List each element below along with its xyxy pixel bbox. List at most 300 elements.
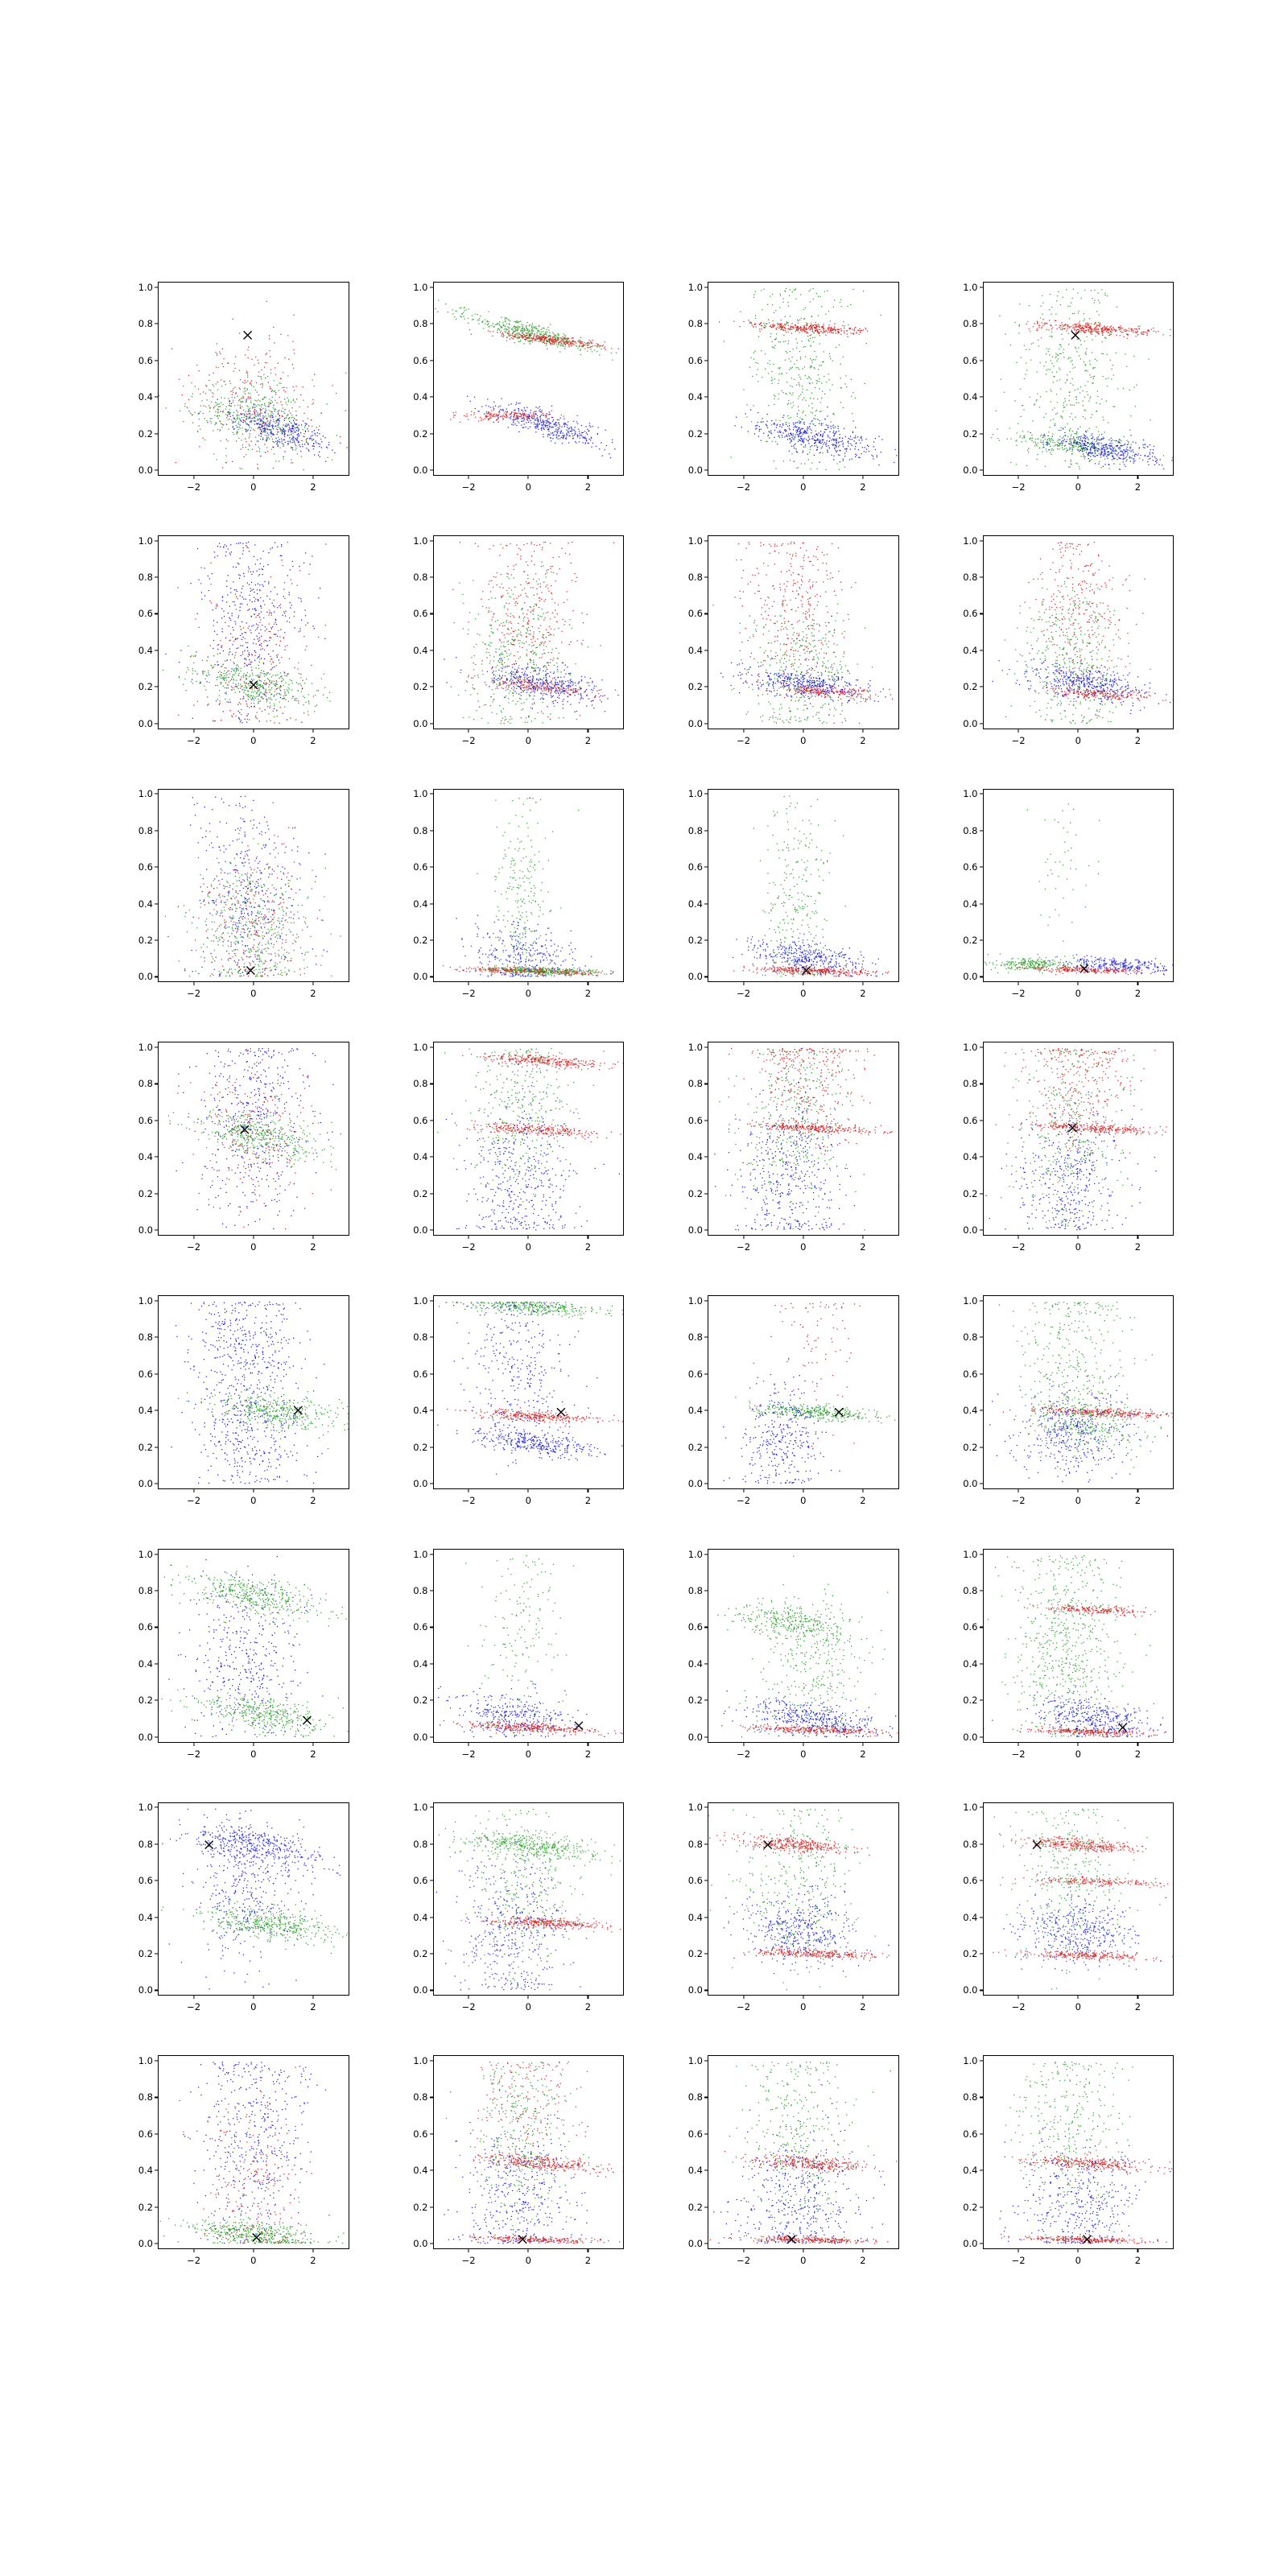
x-tick-mark (1137, 476, 1138, 479)
x-tick-mark (862, 729, 863, 733)
y-tick-label: 0.0 (963, 1477, 978, 1489)
scatter-points-15 (984, 1042, 1174, 1235)
x-tick-label: 0 (525, 2255, 531, 2266)
plot-area-21 (433, 1549, 625, 1743)
x-tick-label: −2 (737, 1494, 751, 1506)
y-tick-label: 0.2 (413, 1441, 428, 1453)
y-tick-label: 0.0 (963, 717, 978, 729)
y-tick-label: 0.0 (138, 1984, 153, 1996)
y-tick-label: 0.4 (138, 391, 153, 403)
y-tick-label: 0.2 (138, 1441, 153, 1453)
y-tick-label: 0.4 (963, 1151, 978, 1163)
x-tick-mark (312, 1996, 313, 1999)
subplot-27 (946, 1802, 1176, 2025)
y-tick-label: 0.0 (413, 1731, 428, 1743)
x-tick-mark (1137, 1236, 1138, 1239)
plot-area-26 (708, 1802, 899, 1996)
x-tick-label: −2 (461, 481, 476, 493)
y-tick-label: 0.8 (413, 1331, 428, 1344)
y-tick-label: 1.0 (687, 2055, 703, 2067)
y-tick-label: 0.4 (963, 1657, 978, 1670)
x-tick-mark (743, 1743, 744, 1746)
x-tick-label: 0 (800, 2255, 807, 2266)
y-tick-label: 0.0 (687, 2238, 703, 2250)
y-tick-label: 0.2 (687, 935, 703, 946)
y-tick-label: 0.4 (963, 1911, 978, 1923)
y-tick-label: 0.6 (963, 1114, 978, 1126)
scatter-points-1 (434, 283, 624, 475)
x-tick-label: 2 (1134, 2001, 1141, 2013)
y-tick-label: 0.2 (963, 1187, 978, 1199)
x-tick-label: −2 (737, 988, 751, 1000)
y-tick-label: 0.0 (138, 971, 153, 983)
x-tick-mark (1078, 1236, 1079, 1239)
y-tick-label: 0.0 (413, 2238, 428, 2250)
y-tick-label: 0.2 (963, 935, 978, 946)
y-tick-label: 0.0 (963, 971, 978, 983)
x-tick-mark (862, 1743, 863, 1746)
plot-area-25 (433, 1802, 625, 1996)
x-tick-label: −2 (187, 2255, 201, 2266)
x-tick-label: −2 (1011, 988, 1026, 1000)
subplot-9 (396, 789, 626, 1012)
x-tick-mark (1137, 982, 1138, 985)
subplot-25 (396, 1802, 626, 2025)
y-tick-label: 0.2 (413, 2201, 428, 2213)
scatter-points-9 (434, 790, 624, 982)
x-tick-label: 2 (860, 1494, 866, 1506)
scatter-points-30 (708, 2056, 898, 2248)
y-tick-label: 1.0 (963, 1042, 978, 1054)
x-tick-label: −2 (737, 2001, 751, 2013)
y-tick-label: 0.6 (413, 1368, 428, 1380)
x-tick-label: 2 (1134, 1241, 1141, 1253)
y-tick-label: 0.0 (687, 464, 703, 476)
x-tick-mark (312, 1743, 313, 1746)
scatter-points-25 (434, 1803, 624, 1996)
subplot-2 (671, 282, 901, 505)
x-tick-label: 0 (250, 988, 257, 1000)
y-tick-label: 0.2 (138, 427, 153, 440)
subplot-1 (396, 282, 626, 505)
y-tick-label: 0.6 (138, 2128, 153, 2140)
y-tick-label: 0.8 (963, 1331, 978, 1344)
y-tick-label: 1.0 (963, 1294, 978, 1307)
x-tick-mark (862, 1996, 863, 1999)
y-tick-label: 0.4 (963, 644, 978, 656)
y-tick-label: 0.6 (687, 1875, 703, 1887)
x-tick-label: 2 (860, 1748, 866, 1760)
y-tick-label: 0.8 (138, 571, 153, 583)
y-tick-label: 0.0 (963, 2238, 978, 2250)
x-tick-mark (1078, 729, 1079, 733)
x-tick-mark (193, 1743, 194, 1746)
x-tick-label: −2 (461, 734, 476, 746)
subplot-6 (671, 535, 901, 758)
y-tick-label: 0.2 (687, 427, 703, 440)
y-tick-label: 0.4 (687, 2165, 703, 2177)
x-tick-mark (312, 2249, 313, 2252)
y-tick-label: 0.8 (138, 824, 153, 836)
y-tick-label: 0.8 (687, 1331, 703, 1344)
plot-area-29 (433, 2055, 625, 2249)
scatter-points-0 (159, 283, 349, 475)
x-tick-mark (528, 982, 529, 985)
scatter-points-22 (708, 1550, 898, 1742)
y-tick-label: 0.2 (138, 2201, 153, 2213)
x-tick-label: −2 (461, 1494, 476, 1506)
y-tick-label: 0.6 (963, 861, 978, 873)
subplot-28 (121, 2055, 351, 2278)
y-tick-label: 0.4 (138, 2165, 153, 2177)
subplot-grid (121, 282, 1175, 2278)
y-tick-label: 0.6 (687, 2128, 703, 2140)
y-tick-label: 0.2 (963, 1695, 978, 1707)
y-tick-label: 0.6 (413, 861, 428, 873)
y-tick-label: 0.0 (687, 1224, 703, 1236)
x-tick-label: 0 (525, 1241, 531, 1253)
x-tick-label: 0 (250, 1241, 257, 1253)
y-tick-label: 0.8 (138, 318, 153, 330)
x-tick-mark (743, 1996, 744, 1999)
x-tick-label: 2 (584, 481, 592, 493)
x-tick-label: 0 (800, 2001, 807, 2013)
x-tick-label: 2 (1134, 1494, 1141, 1506)
y-tick-label: 1.0 (687, 1802, 703, 1814)
y-tick-label: 0.6 (963, 2128, 978, 2140)
y-tick-label: 1.0 (138, 1548, 153, 1560)
y-tick-label: 1.0 (138, 1294, 153, 1307)
subplot-13 (396, 1042, 626, 1265)
y-tick-label: 0.4 (687, 1657, 703, 1670)
scatter-points-3 (984, 283, 1174, 475)
y-tick-label: 0.0 (138, 2238, 153, 2250)
y-tick-label: 0.6 (138, 608, 153, 620)
scatter-points-13 (434, 1042, 624, 1235)
y-tick-label: 0.4 (413, 2165, 428, 2177)
x-tick-label: −2 (187, 1241, 201, 1253)
y-tick-label: 1.0 (138, 2055, 153, 2067)
y-tick-label: 0.8 (963, 318, 978, 330)
y-tick-label: 0.4 (413, 644, 428, 656)
x-tick-mark (193, 1489, 194, 1492)
x-tick-label: −2 (1011, 1748, 1026, 1760)
x-tick-label: −2 (1011, 481, 1026, 493)
plot-area-18 (708, 1295, 899, 1489)
x-tick-label: 2 (310, 1241, 316, 1253)
y-tick-label: 0.0 (413, 971, 428, 983)
y-tick-label: 0.6 (413, 1114, 428, 1126)
x-tick-label: 2 (860, 481, 866, 493)
y-tick-label: 0.8 (413, 1078, 428, 1090)
plot-area-27 (983, 1802, 1174, 1996)
x-tick-label: 2 (310, 1748, 316, 1760)
x-tick-label: 0 (1075, 2255, 1081, 2266)
x-tick-label: −2 (187, 481, 201, 493)
y-tick-label: 0.6 (413, 2128, 428, 2140)
x-tick-mark (253, 1996, 254, 1999)
scatter-points-29 (434, 2056, 624, 2248)
y-tick-label: 0.8 (963, 1078, 978, 1090)
x-tick-label: 0 (1075, 734, 1081, 746)
x-tick-mark (468, 729, 469, 733)
x-tick-mark (468, 1743, 469, 1746)
scatter-points-20 (159, 1550, 349, 1742)
x-tick-mark (468, 2249, 469, 2252)
x-tick-mark (253, 1489, 254, 1492)
subplot-21 (396, 1549, 626, 1772)
y-tick-label: 0.4 (687, 1911, 703, 1923)
x-tick-mark (193, 2249, 194, 2252)
y-tick-label: 1.0 (413, 1042, 428, 1054)
y-tick-label: 0.0 (138, 1477, 153, 1489)
x-tick-label: 0 (800, 481, 807, 493)
y-tick-label: 0.8 (413, 571, 428, 583)
y-tick-label: 0.2 (687, 1695, 703, 1707)
y-tick-label: 0.8 (687, 1838, 703, 1850)
x-tick-mark (312, 729, 313, 733)
x-tick-label: 2 (1134, 734, 1141, 746)
x-tick-label: −2 (187, 1748, 201, 1760)
plot-area-8 (158, 789, 349, 983)
x-tick-mark (1078, 1743, 1079, 1746)
y-tick-label: 0.4 (138, 1911, 153, 1923)
y-tick-label: 0.4 (413, 391, 428, 403)
x-tick-label: −2 (187, 734, 201, 746)
y-tick-label: 0.6 (963, 1368, 978, 1380)
scatter-points-28 (159, 2056, 349, 2248)
y-tick-label: 0.8 (963, 1838, 978, 1850)
scatter-points-26 (708, 1803, 898, 1996)
x-tick-mark (743, 2249, 744, 2252)
y-tick-label: 0.8 (138, 1584, 153, 1596)
x-tick-label: 2 (310, 988, 316, 1000)
scatter-points-21 (434, 1550, 624, 1742)
x-tick-mark (312, 982, 313, 985)
x-tick-label: −2 (461, 2255, 476, 2266)
y-tick-label: 0.8 (687, 2091, 703, 2103)
x-tick-mark (528, 1236, 529, 1239)
y-tick-label: 0.6 (138, 1621, 153, 1633)
x-tick-mark (743, 982, 744, 985)
x-tick-label: 0 (800, 988, 807, 1000)
y-tick-label: 1.0 (687, 281, 703, 293)
subplot-26 (671, 1802, 901, 2025)
scatter-points-4 (159, 536, 349, 729)
subplot-18 (671, 1295, 901, 1518)
y-tick-label: 0.8 (138, 2091, 153, 2103)
x-tick-mark (253, 476, 254, 479)
x-tick-mark (1137, 1996, 1138, 1999)
y-tick-label: 1.0 (963, 788, 978, 800)
y-tick-label: 0.2 (413, 1948, 428, 1959)
x-tick-label: 0 (800, 1241, 807, 1253)
scatter-points-10 (708, 790, 898, 982)
x-tick-mark (1078, 476, 1079, 479)
plot-area-17 (433, 1295, 625, 1489)
x-tick-label: 0 (525, 2001, 531, 2013)
scatter-points-6 (708, 536, 898, 729)
y-tick-label: 1.0 (687, 1042, 703, 1054)
x-tick-mark (1078, 2249, 1079, 2252)
x-tick-label: 0 (800, 1494, 807, 1506)
y-tick-label: 0.0 (413, 717, 428, 729)
y-tick-label: 0.6 (687, 861, 703, 873)
y-tick-label: 0.4 (687, 1405, 703, 1417)
plot-area-12 (158, 1042, 349, 1236)
y-tick-label: 0.6 (687, 608, 703, 620)
y-tick-label: 0.4 (687, 391, 703, 403)
y-tick-label: 1.0 (963, 1802, 978, 1814)
subplot-15 (946, 1042, 1176, 1265)
x-tick-label: −2 (187, 988, 201, 1000)
y-tick-label: 0.0 (138, 464, 153, 476)
y-tick-label: 0.4 (963, 1405, 978, 1417)
x-tick-label: 2 (860, 988, 866, 1000)
y-tick-label: 0.4 (413, 898, 428, 910)
x-tick-label: −2 (1011, 2255, 1026, 2266)
plot-area-4 (158, 535, 349, 729)
y-tick-label: 0.8 (687, 1584, 703, 1596)
y-tick-label: 1.0 (413, 281, 428, 293)
y-tick-label: 0.2 (687, 1948, 703, 1959)
y-tick-label: 0.2 (138, 681, 153, 693)
scatter-points-19 (984, 1296, 1174, 1488)
y-tick-label: 0.4 (413, 1405, 428, 1417)
y-tick-label: 0.4 (413, 1911, 428, 1923)
y-tick-label: 0.6 (138, 1114, 153, 1126)
scatter-points-7 (984, 536, 1174, 729)
y-tick-label: 0.8 (687, 824, 703, 836)
y-tick-label: 0.8 (687, 1078, 703, 1090)
x-tick-mark (862, 476, 863, 479)
y-tick-label: 0.8 (413, 318, 428, 330)
x-tick-label: −2 (187, 1494, 201, 1506)
y-tick-label: 1.0 (963, 2055, 978, 2067)
x-tick-mark (312, 1236, 313, 1239)
y-tick-label: 0.2 (963, 681, 978, 693)
x-tick-mark (743, 729, 744, 733)
y-tick-label: 0.6 (138, 354, 153, 366)
plot-area-31 (983, 2055, 1174, 2249)
y-tick-label: 1.0 (138, 1802, 153, 1814)
plot-area-20 (158, 1549, 349, 1743)
subplot-30 (671, 2055, 901, 2278)
x-tick-label: −2 (187, 2001, 201, 2013)
x-tick-label: −2 (737, 1241, 751, 1253)
x-tick-label: 2 (584, 2255, 592, 2266)
scatter-points-2 (708, 283, 898, 475)
plot-area-13 (433, 1042, 625, 1236)
y-tick-label: 1.0 (138, 281, 153, 293)
x-tick-label: 2 (310, 734, 316, 746)
subplot-5 (396, 535, 626, 758)
y-tick-label: 0.8 (963, 1584, 978, 1596)
y-tick-label: 0.2 (687, 1441, 703, 1453)
y-tick-label: 0.6 (687, 1621, 703, 1633)
x-tick-mark (253, 1236, 254, 1239)
y-tick-label: 0.4 (687, 1151, 703, 1163)
x-tick-label: −2 (737, 2255, 751, 2266)
y-tick-label: 0.8 (687, 318, 703, 330)
x-tick-mark (743, 1236, 744, 1239)
scatter-points-18 (708, 1296, 898, 1488)
plot-area-2 (708, 282, 899, 476)
x-tick-mark (253, 982, 254, 985)
scatter-points-27 (984, 1803, 1174, 1996)
plot-area-1 (433, 282, 625, 476)
x-tick-mark (312, 1489, 313, 1492)
y-tick-label: 1.0 (687, 1294, 703, 1307)
x-tick-label: 0 (525, 1494, 531, 1506)
y-tick-label: 0.4 (413, 1151, 428, 1163)
x-tick-label: 2 (310, 481, 316, 493)
x-tick-mark (253, 2249, 254, 2252)
x-tick-label: 2 (860, 1241, 866, 1253)
y-tick-label: 0.0 (413, 1224, 428, 1236)
x-tick-mark (193, 1236, 194, 1239)
y-tick-label: 1.0 (963, 1548, 978, 1560)
x-tick-label: 0 (1075, 988, 1081, 1000)
x-tick-mark (468, 1236, 469, 1239)
y-tick-label: 1.0 (413, 535, 428, 547)
y-tick-label: 0.8 (138, 1838, 153, 1850)
subplot-3 (946, 282, 1176, 505)
y-tick-label: 0.2 (138, 1948, 153, 1959)
plot-area-14 (708, 1042, 899, 1236)
y-tick-label: 0.6 (963, 354, 978, 366)
y-tick-label: 0.6 (138, 1875, 153, 1887)
y-tick-label: 0.2 (413, 681, 428, 693)
y-tick-label: 1.0 (413, 1294, 428, 1307)
y-tick-label: 0.4 (138, 1151, 153, 1163)
y-tick-label: 1.0 (963, 535, 978, 547)
subplot-14 (671, 1042, 901, 1265)
subplot-7 (946, 535, 1176, 758)
y-tick-label: 0.6 (138, 1368, 153, 1380)
x-tick-label: 0 (525, 481, 531, 493)
x-tick-label: 2 (584, 1494, 592, 1506)
x-tick-mark (1137, 2249, 1138, 2252)
x-tick-label: −2 (461, 1241, 476, 1253)
x-tick-mark (862, 982, 863, 985)
y-tick-label: 0.4 (963, 898, 978, 910)
x-tick-label: 0 (800, 1748, 807, 1760)
y-tick-label: 0.8 (687, 571, 703, 583)
x-tick-mark (468, 1489, 469, 1492)
y-tick-label: 0.4 (963, 391, 978, 403)
y-tick-label: 0.6 (138, 861, 153, 873)
y-tick-label: 0.4 (413, 1657, 428, 1670)
plot-area-24 (158, 1802, 349, 1996)
y-tick-label: 0.0 (963, 464, 978, 476)
x-tick-mark (193, 476, 194, 479)
y-tick-label: 0.2 (687, 2201, 703, 2213)
x-tick-label: 0 (250, 2001, 257, 2013)
x-tick-mark (193, 729, 194, 733)
x-tick-label: 2 (584, 734, 592, 746)
subplot-29 (396, 2055, 626, 2278)
y-tick-label: 1.0 (413, 1548, 428, 1560)
x-tick-mark (862, 1489, 863, 1492)
plot-area-22 (708, 1549, 899, 1743)
y-tick-label: 0.8 (963, 571, 978, 583)
subplot-17 (396, 1295, 626, 1518)
y-tick-label: 0.8 (413, 2091, 428, 2103)
x-tick-label: −2 (1011, 1494, 1026, 1506)
plot-area-19 (983, 1295, 1174, 1489)
x-tick-label: 2 (860, 2001, 866, 2013)
